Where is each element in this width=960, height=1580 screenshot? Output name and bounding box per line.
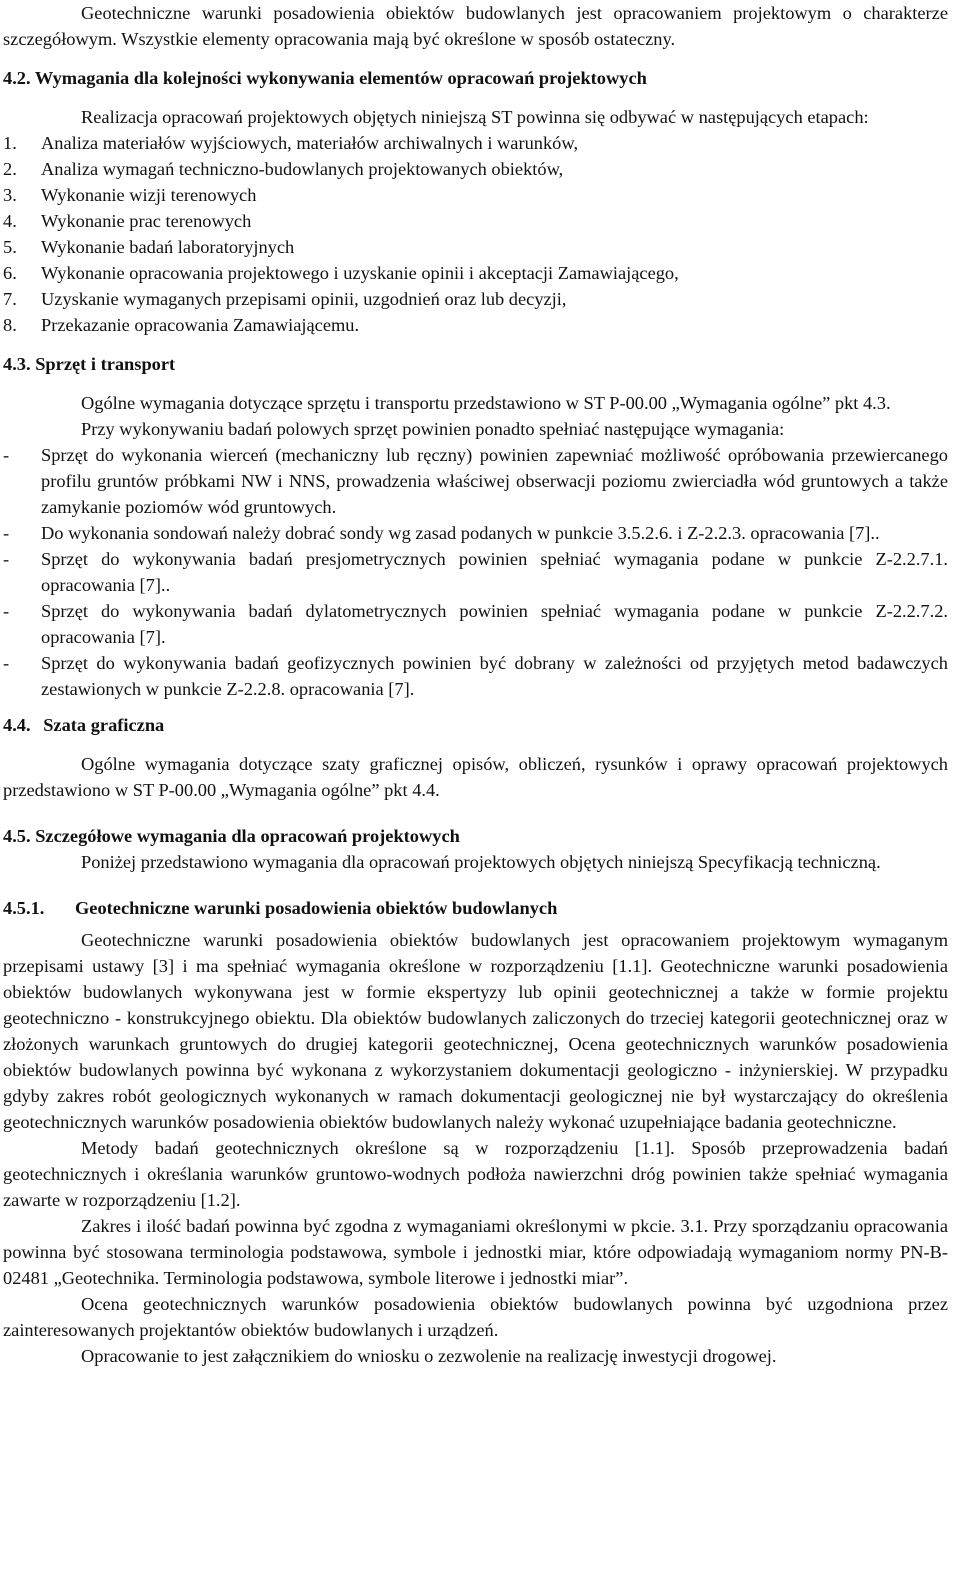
list-item: - Sprzęt do wykonywania badań geofizycznych powinien być dobrany w zależności od przyjętych metod badawczych zestawionych w punkcie Z-2.2.8. opracowania [7].: [3, 653, 948, 699]
list-item: 2. Analiza wymagań techniczno-budowlanych projektowanych obiektów,: [3, 159, 564, 179]
section-title: Geotechniczne warunki posadowienia obiektów budowlanych: [75, 898, 558, 918]
intro-paragraph: Geotechniczne warunki posadowienia obiektów budowlanych jest opracowaniem projektowym o charakterze szczegółowym. Wszystkie elementy opracowania mają być określone w sposób ostateczny.: [3, 3, 948, 49]
section-4-2-lead: Realizacja opracowań projektowych objętych niniejszą ST powinna się odbywać w następujących etapach:: [81, 107, 869, 127]
list-item: 6. Wykonanie opracowania projektowego i uzyskanie opinii i akceptacji Zamawiającego,: [3, 263, 679, 283]
section-4-5-paragraph: Poniżej przedstawiono wymagania dla opracowań projektowych objętych niniejszą Specyfikacją techniczną.: [81, 852, 881, 872]
section-number: 4.5.1.: [3, 898, 45, 918]
list-item: 1. Analiza materiałów wyjściowych, materiałów archiwalnych i warunków,: [3, 133, 579, 153]
section-4-5-1-paragraph-1: Geotechniczne warunki posadowienia obiektów budowlanych jest opracowaniem projektowym wymaganym przepisami ustawy [3] i ma spełniać wymagania określone w rozporządzeniu [1.1]. Geotechniczne warunki posadowienia obiektów budowlanych wykonywana jest w formie ekspertyzy lub opinii geotechnicznej a także w formie projektu geotechniczno - konstrukcyjnego obiektu. Dla obiektów budowlanych zaliczonych do trzeciej kategorii geotechnicznej oraz w złożonych warunkach gruntowych do drugiej kategorii geotechnicznej, Ocena geotechnicznych warunków posadowienia obiektów budowlanych powinna być wykonana z wykorzystaniem dokumentacji geologiczno - inżynierskiej. W przypadku gdyby zakres robót geologicznych wykonanych w ramach dokumentacji geologicznej nie był wystarczający do określenia geotechnicznych warunków posadowienia obiektów budowlanych należy wykonać uzupełniające badania geotechniczne.: [3, 930, 948, 1132]
list-item: 8. Przekazanie opracowania Zamawiającemu.: [3, 315, 360, 335]
list-item: - Sprzęt do wykonywania badań dylatometrycznych powinien spełniać wymagania podane w punkcie Z-2.2.7.2. opracowania [7].: [3, 601, 948, 647]
section-4-5-1-paragraph-3: Zakres i ilość badań powinna być zgodna z wymaganiami określonymi w pkcie. 3.1. Przy sporządzaniu opracowania powinna być stosowana terminologia podstawowa, symbole i jednostki miar, które odpowiadają wymaganiom normy PN-B-02481 „Geotechnika. Terminologia podstawowa, symbole literowe i jednostki miar”.: [3, 1216, 948, 1288]
section-number: 4.4.: [3, 715, 31, 735]
section-4-5-heading: [3, 823, 948, 849]
section-title: Wymagania dla kolejności wykonywania elementów opracowań projektowych: [34, 68, 647, 88]
list-item: - Sprzęt do wykonania wierceń (mechaniczny lub ręczny) powinien zapewniać możliwość opróbowania przewiercanego profilu gruntów próbkami NW i NNS, prowadzenia właściwej obserwacji poziomu zwierciadła wód gruntowych a także zamykanie poziomów wód gruntowych.: [3, 445, 948, 517]
section-4-3-paragraph-2: Przy wykonywaniu badań polowych sprzęt powinien ponadto spełniać następujące wymagania:: [81, 419, 785, 439]
list-item: 7. Uzyskanie wymaganych przepisami opinii, uzgodnień oraz lub decyzji,: [3, 289, 567, 309]
equipment-list: [3, 442, 948, 702]
section-4-5-1-paragraph-2: Metody badań geotechnicznych określone są w rozporządzeniu [1.1]. Sposób przeprowadzenia badań geotechnicznych i określania warunków gruntowo-wodnych podłoża nawierzchni dróg powinien także spełniać wymagania zawarte w rozporządzeniu [1.2].: [3, 1138, 948, 1210]
list-item: 5. Wykonanie badań laboratoryjnych: [3, 237, 295, 257]
section-4-5-1-paragraph-5: Opracowanie to jest załącznikiem do wniosku o zezwolenie na realizację inwestycji drogowej.: [81, 1346, 777, 1366]
section-4-2-heading: [3, 65, 948, 91]
section-number: 4.5.: [3, 826, 31, 846]
section-number: 4.2.: [3, 68, 31, 88]
list-item: - Sprzęt do wykonywania badań presjometrycznych powinien spełniać wymagania podane w punkcie Z-2.2.7.1. opracowania [7]..: [3, 549, 948, 595]
section-4-3-heading: [3, 351, 948, 377]
section-4-5-1-heading: [3, 895, 948, 921]
list-item: 3. Wykonanie wizji terenowych: [3, 185, 257, 205]
section-title: Szata graficzna: [43, 715, 165, 735]
section-title: Szczegółowe wymagania dla opracowań projektowych: [35, 826, 460, 846]
section-4-5-1-paragraph-4: Ocena geotechnicznych warunków posadowienia obiektów budowlanych powinna być uzgodniona przez zainteresowanych projektantów obiektów budowlanych i urządzeń.: [3, 1294, 948, 1340]
section-4-4-paragraph: Ogólne wymagania dotyczące szaty graficznej opisów, obliczeń, rysunków i oprawy opracowań projektowych przedstawiono w ST P-00.00 „Wymagania ogólne” pkt 4.4.: [3, 754, 948, 800]
section-4-4-heading: [3, 712, 948, 738]
stages-list: [3, 130, 948, 338]
list-item: - Do wykonania sondowań należy dobrać sondy wg zasad podanych w punkcie 3.5.2.6. i Z-2.2.3. opracowania [7]..: [3, 523, 880, 543]
section-4-3-paragraph-1: Ogólne wymagania dotyczące sprzętu i transportu przedstawiono w ST P-00.00 „Wymagania ogólne” pkt 4.3.: [81, 393, 891, 413]
list-item: 4. Wykonanie prac terenowych: [3, 211, 252, 231]
section-title: Sprzęt i transport: [35, 354, 176, 374]
section-number: 4.3.: [3, 354, 31, 374]
